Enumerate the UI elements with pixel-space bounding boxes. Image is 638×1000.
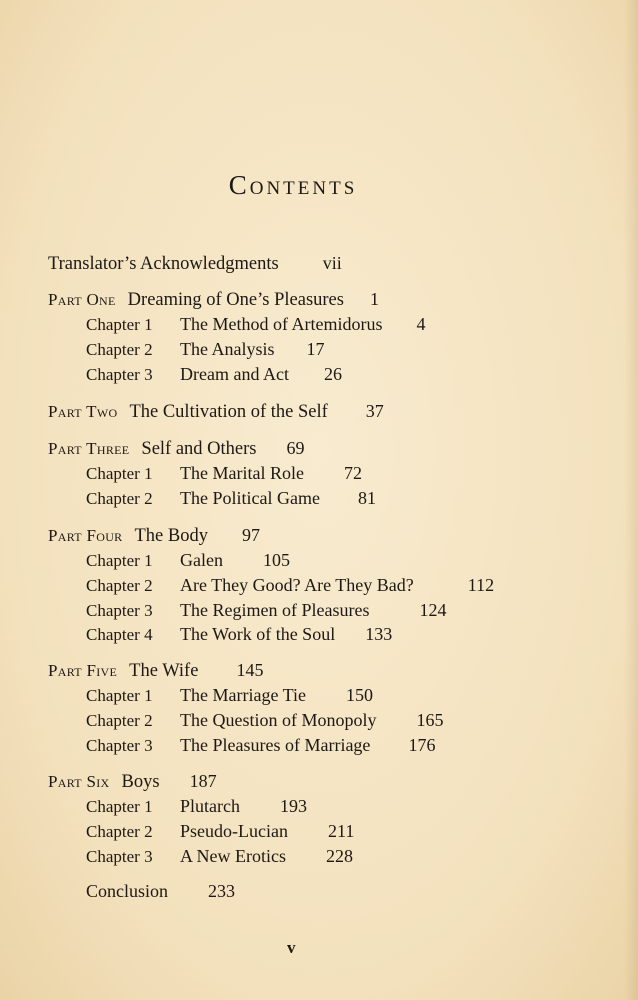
part-label: Part Five	[48, 661, 118, 680]
chapter-title: Plutarch	[180, 796, 240, 816]
chapter-title: The Regimen of Pleasures	[180, 599, 370, 620]
chapter-label: Chapter 2	[86, 488, 153, 508]
part-page-number: 187	[189, 771, 217, 791]
chapter-label: Chapter 3	[86, 846, 153, 866]
toc-part-3[interactable]	[48, 437, 305, 460]
chapter-page-number: 228	[325, 845, 353, 866]
part-label: Part One	[48, 290, 116, 309]
toc-chapter-1-1[interactable]	[86, 313, 425, 336]
chapter-title: Pseudo-Lucian	[180, 820, 288, 841]
part-page-number: 37	[365, 401, 384, 421]
part-label: Part Six	[48, 772, 110, 791]
chapter-label: Chapter 2	[86, 821, 153, 841]
toc-part-5[interactable]	[48, 659, 263, 682]
part-label: Part Two	[48, 402, 118, 421]
toc-chapter-3-2[interactable]	[86, 487, 376, 510]
part-title: The Wife	[129, 661, 199, 681]
toc-chapter-5-1[interactable]	[86, 684, 373, 707]
toc-chapter-3-1[interactable]	[86, 462, 362, 485]
chapter-page-number: 112	[467, 574, 495, 595]
chapter-title: The Work of the Soul	[180, 624, 336, 645]
entry-title: Translator’s Acknowledgments	[48, 254, 279, 274]
part-page-number: 145	[236, 660, 264, 680]
chapter-page-number: 105	[262, 550, 290, 570]
chapter-label: Chapter 2	[86, 710, 153, 730]
chapter-title: The Marriage Tie	[180, 685, 306, 705]
chapter-page-number: 211	[327, 820, 355, 841]
chapter-title: The Analysis	[180, 338, 275, 359]
chapter-label: Chapter 1	[86, 551, 153, 570]
toc-chapter-1-3[interactable]	[86, 363, 342, 386]
folio-page-number: v	[287, 938, 296, 957]
toc-entry-conclusion[interactable]	[86, 880, 235, 902]
chapter-page-number: 26	[323, 363, 342, 384]
part-label: Part Four	[48, 526, 123, 545]
chapter-label: Chapter 2	[86, 339, 153, 359]
toc-entry-acknowledgments[interactable]	[48, 252, 342, 275]
toc-chapter-4-2[interactable]	[86, 574, 494, 597]
part-title: Dreaming of One’s Pleasures	[127, 290, 344, 310]
part-page-number: 69	[286, 438, 305, 458]
entry-page-number: 233	[208, 881, 236, 901]
chapter-label: Chapter 1	[86, 315, 153, 334]
entry-page-number: vii	[322, 253, 342, 273]
chapter-title: Are They Good? Are They Bad?	[180, 574, 414, 595]
chapter-page-number: 124	[419, 599, 447, 620]
chapter-page-number: 150	[345, 685, 373, 705]
chapter-title: The Political Game	[180, 487, 320, 508]
chapter-title: A New Erotics	[180, 845, 286, 866]
toc-chapter-5-3[interactable]	[86, 734, 435, 757]
chapter-page-number: 81	[357, 487, 376, 508]
chapter-label: Chapter 1	[86, 464, 153, 483]
entry-title: Conclusion	[86, 881, 169, 901]
part-title: The Body	[134, 526, 208, 546]
toc-chapter-6-3[interactable]	[86, 845, 353, 868]
part-title: The Cultivation of the Self	[129, 402, 328, 422]
chapter-label: Chapter 3	[86, 364, 153, 384]
toc-chapter-6-2[interactable]	[86, 820, 354, 843]
chapter-page-number: 165	[416, 709, 444, 730]
toc-chapter-4-4[interactable]	[86, 623, 392, 646]
chapter-title: The Pleasures of Marriage	[180, 734, 371, 755]
chapter-page-number: 4	[416, 314, 426, 334]
part-title: Self and Others	[141, 439, 257, 459]
chapter-page-number: 17	[306, 338, 325, 359]
toc-chapter-5-2[interactable]	[86, 709, 443, 732]
chapter-label: Chapter 3	[86, 735, 153, 755]
chapter-page-number: 133	[365, 624, 393, 645]
part-label: Part Three	[48, 439, 130, 458]
chapter-label: Chapter 1	[86, 797, 153, 816]
toc-part-1[interactable]	[48, 288, 379, 311]
page-title: Contents	[228, 170, 358, 200]
chapter-label: Chapter 1	[86, 686, 153, 705]
chapter-label: Chapter 3	[86, 600, 153, 620]
chapter-page-number: 176	[408, 734, 436, 755]
chapter-page-number: 72	[343, 463, 362, 483]
toc-chapter-1-2[interactable]	[86, 338, 325, 361]
toc-part-4[interactable]	[48, 524, 260, 547]
chapter-title: The Question of Monopoly	[180, 709, 377, 730]
chapter-title: The Method of Artemidorus	[180, 314, 383, 334]
part-title: Boys	[121, 772, 160, 792]
toc-chapter-6-1[interactable]	[86, 795, 307, 818]
toc-part-6[interactable]	[48, 770, 217, 793]
chapter-label: Chapter 4	[86, 625, 153, 645]
toc-chapter-4-3[interactable]	[86, 599, 446, 622]
page-edge-shadow	[624, 0, 638, 1000]
chapter-title: The Marital Role	[180, 463, 304, 483]
chapter-title: Dream and Act	[180, 363, 289, 384]
part-page-number: 97	[241, 525, 260, 545]
toc-part-2[interactable]	[48, 400, 384, 423]
chapter-label: Chapter 2	[86, 575, 153, 595]
chapter-page-number: 193	[280, 796, 307, 816]
part-page-number: 1	[369, 289, 379, 309]
toc-chapter-4-1[interactable]	[86, 549, 290, 572]
chapter-title: Galen	[180, 550, 223, 570]
